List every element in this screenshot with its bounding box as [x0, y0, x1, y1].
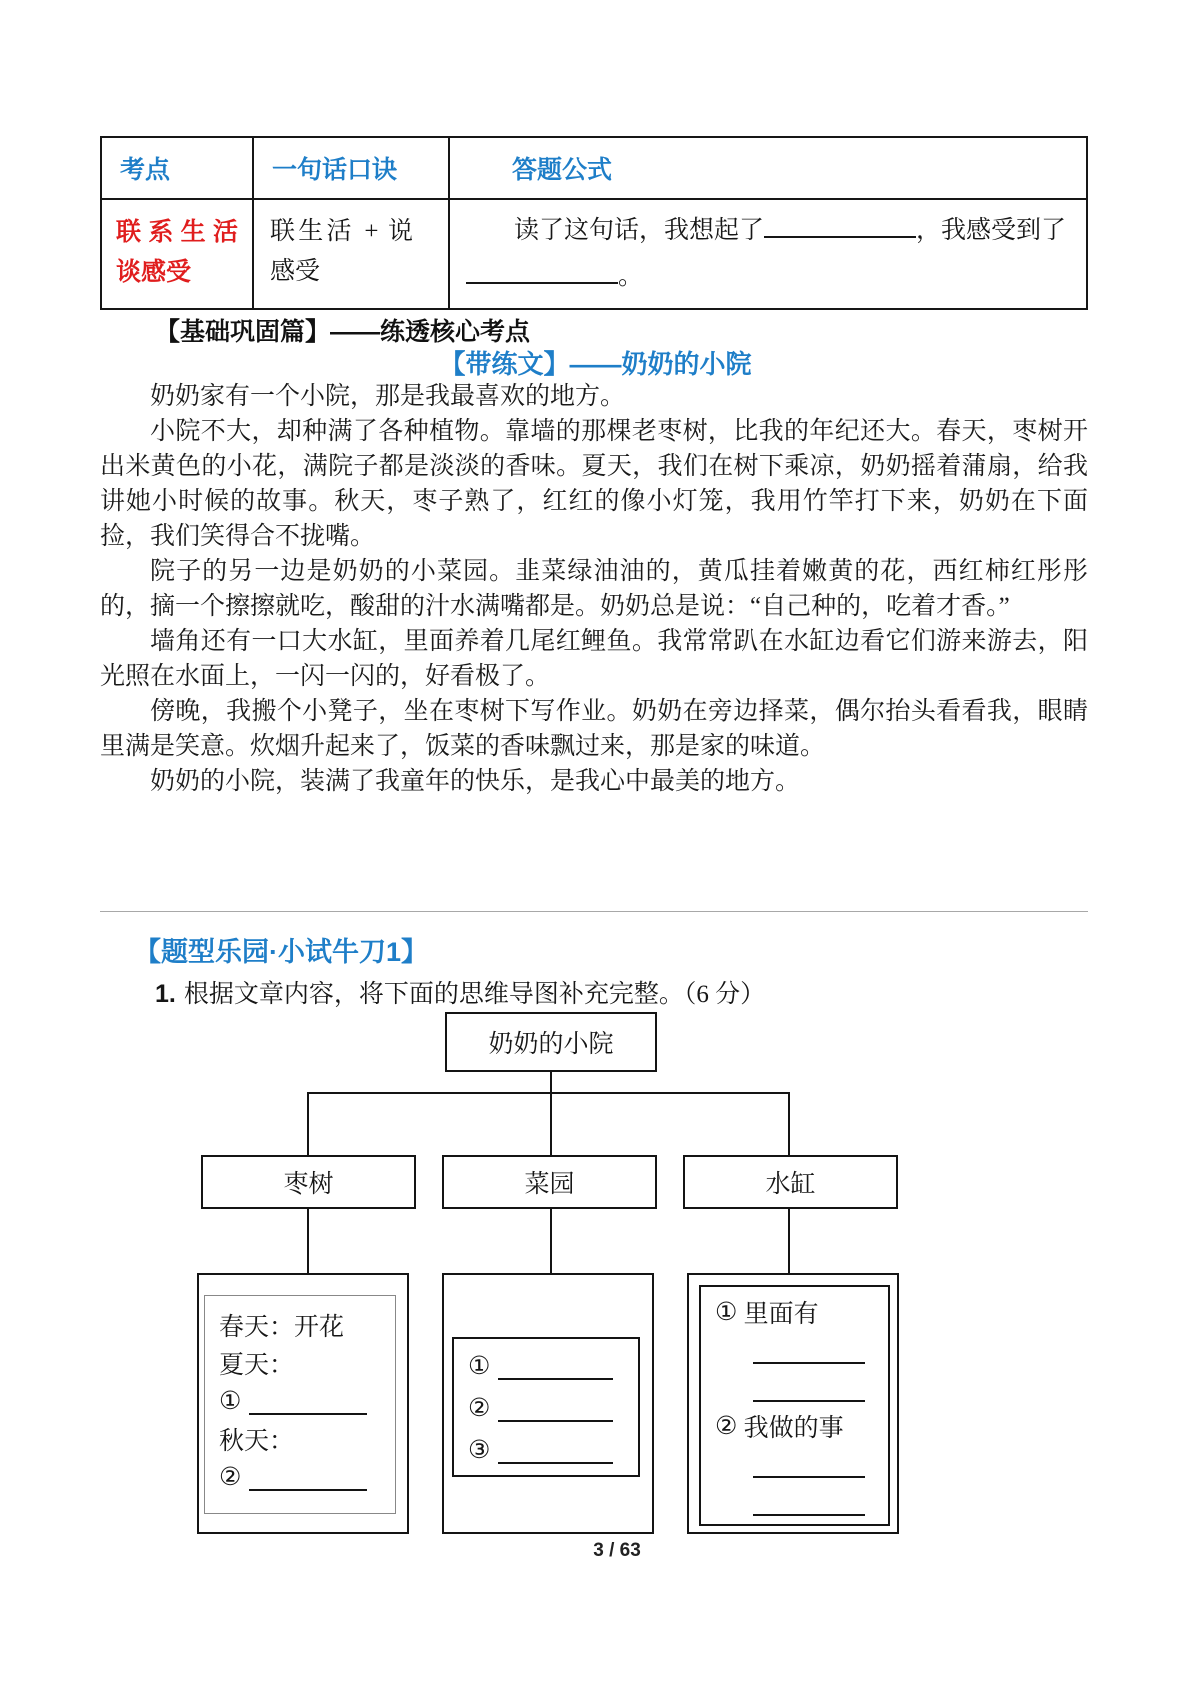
table-row	[102, 200, 1086, 308]
table-header-formula: 答题公式	[450, 138, 1086, 200]
section-divider	[100, 911, 1088, 912]
mnemonic-cell: 联生活 + 说感受	[254, 200, 450, 308]
detail-line-blank-1	[715, 1331, 888, 1369]
fill-blank-line	[753, 1337, 865, 1364]
circled-number: ①	[219, 1388, 242, 1415]
circled-number: ①	[468, 1353, 491, 1380]
mindmap-node-vegetable-garden	[442, 1155, 657, 1209]
detail-line-summer: 夏天：	[219, 1352, 295, 1379]
detail-line-autumn: 秋天：	[219, 1428, 295, 1455]
fill-blank-line	[249, 1464, 367, 1491]
fill-blank-line	[753, 1375, 865, 1402]
detail-inner-box-vat	[699, 1285, 890, 1526]
detail-line-blank-3	[715, 1445, 888, 1483]
circled-number: ②	[468, 1395, 491, 1422]
mindmap-node-jujube-tree	[201, 1155, 416, 1209]
mindmap-node-water-vat	[683, 1155, 898, 1209]
fill-blank-line	[249, 1388, 367, 1415]
detail-line-blank-2	[715, 1369, 888, 1407]
question-1	[155, 974, 765, 1010]
formula-text-2: ，我感受到了	[916, 217, 1067, 244]
question-number: 1.	[155, 980, 176, 1008]
formula-cell	[450, 200, 1086, 308]
table-header-row	[102, 138, 1086, 200]
circled-number: ③	[468, 1437, 491, 1464]
circled-number: ②	[715, 1413, 738, 1440]
detail-line-blank-4	[715, 1483, 888, 1521]
table-header-exam-point: 考点	[102, 138, 254, 200]
mindmap-node-label: 菜园	[524, 1171, 575, 1198]
connector-line	[550, 1209, 552, 1273]
fill-blank-line	[753, 1451, 865, 1478]
page-number: 3 / 63	[593, 1540, 641, 1561]
mindmap-node-label: 枣树	[283, 1171, 334, 1198]
connector-line	[307, 1092, 790, 1094]
fill-blank-line	[498, 1353, 613, 1380]
connector-line	[550, 1092, 552, 1155]
section-heading-basics: 【基础巩固篇】——练透核心考点	[155, 318, 531, 346]
detail-line-blank-2	[219, 1458, 395, 1496]
detail-line-inside	[715, 1293, 888, 1331]
detail-inner-box-garden	[452, 1337, 640, 1477]
circled-number: ②	[219, 1464, 242, 1491]
formula-table	[100, 136, 1088, 310]
exam-point-cell: 联系生活谈感受	[102, 200, 254, 308]
fill-blank-line	[498, 1395, 613, 1422]
connector-line	[788, 1209, 790, 1273]
detail-line-blank-2	[468, 1387, 638, 1429]
section-heading-exercise: 【题型乐园·小试牛刀1】	[134, 937, 429, 967]
paragraph: 傍晚，我搬个小凳子，坐在枣树下写作业。奶奶在旁边择菜，偶尔抬头看看我，眼睛里满是笑意。炊烟升起来了，饭菜的香味飘过来，那是家的味道。	[100, 698, 1088, 760]
detail-label: 里面有	[743, 1301, 819, 1328]
detail-inner-box-jujube	[204, 1295, 396, 1514]
fill-blank-line	[466, 257, 618, 284]
circled-number: ①	[715, 1299, 738, 1326]
table-header-mnemonic: 一句话口诀	[254, 138, 450, 200]
fill-blank-line	[753, 1489, 865, 1516]
detail-line-spring: 春天：开花	[219, 1314, 345, 1341]
detail-line-blank-1	[219, 1382, 395, 1420]
mindmap-root-node	[445, 1012, 657, 1072]
fill-blank-line	[498, 1437, 613, 1464]
detail-line-things	[715, 1407, 888, 1445]
paragraph: 奶奶的小院，装满了我童年的快乐，是我心中最美的地方。	[150, 768, 801, 795]
mindmap-node-label: 水缸	[765, 1171, 816, 1198]
paragraph: 墙角还有一口大水缸，里面养着几尾红鲤鱼。我常常趴在水缸边看它们游来游去，阳光照在水面上，一闪一闪的，好看极了。	[100, 628, 1088, 690]
connector-line	[550, 1072, 552, 1092]
paragraph: 小院不大，却种满了各种植物。靠墙的那棵老枣树，比我的年纪还大。春天，枣树开出米黄色的小花，满院子都是淡淡的香味。夏天，我们在树下乘凉，奶奶摇着蒲扇，给我讲她小时候的故事。秋天，枣子熟了，红红的像小灯笼，我用竹竿打下来，奶奶在下面捡，我们笑得合不拢嘴。	[100, 418, 1088, 550]
mindmap-root-label: 奶奶的小院	[488, 1031, 614, 1058]
question-text: 根据文章内容，将下面的思维导图补充完整。（6 分）	[183, 981, 766, 1008]
paragraph: 院子的另一边是奶奶的小菜园。韭菜绿油油的，黄瓜挂着嫩黄的花，西红柿红彤彤的，摘一个擦擦就吃，酸甜的汁水满嘴都是。奶奶总是说：“自己种的，吃着才香。”	[100, 558, 1088, 620]
connector-line	[307, 1092, 309, 1155]
reading-passage	[100, 379, 1088, 799]
detail-line-blank-3	[468, 1429, 638, 1471]
paragraph: 奶奶家有一个小院，那是我最喜欢的地方。	[150, 383, 626, 410]
connector-line	[307, 1209, 309, 1273]
reading-passage-title: 【带练文】——奶奶的小院	[439, 349, 752, 379]
detail-label: 我做的事	[743, 1415, 844, 1442]
formula-text-1: 读了这句话，我想起了	[514, 217, 765, 244]
fill-blank-line	[764, 211, 916, 238]
connector-line	[788, 1092, 790, 1155]
formula-text-3: 。	[618, 263, 644, 290]
detail-line-blank-1	[468, 1345, 638, 1387]
